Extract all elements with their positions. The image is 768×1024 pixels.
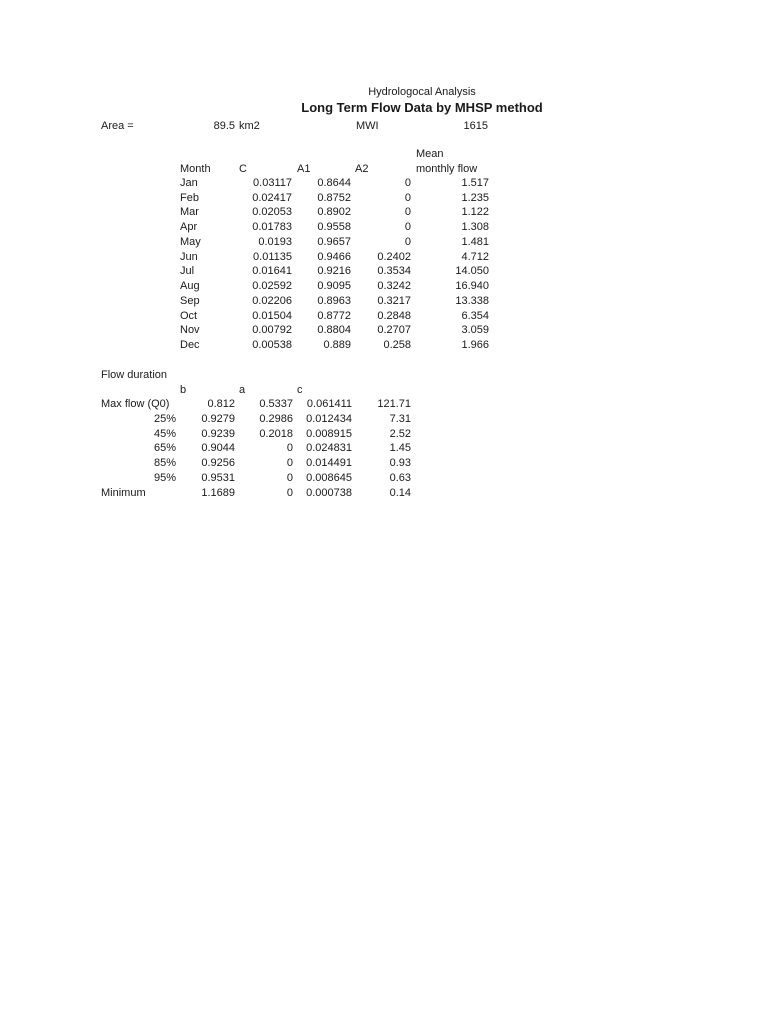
c-cell: 0.01135 [253,251,292,263]
a1-cell: 0.8902 [317,206,351,218]
c-cell: 0.014491 [306,457,352,469]
a1-cell: 0.9558 [317,221,351,233]
c-cell: 0.061411 [306,398,352,410]
a1-cell: 0.8963 [317,295,351,307]
table-row [0,235,768,250]
a1-cell: 0.8804 [317,324,351,336]
duration-label-cell: 45% [153,428,176,440]
table-row [0,486,768,501]
flow-cell: 13.338 [455,295,489,307]
c-cell: 0.008645 [306,472,352,484]
monthly-header-flow-line1: Mean [416,148,444,160]
c-cell: 0.02592 [252,280,292,292]
monthly-header-a1: A1 [297,163,311,175]
b-cell: 0.9044 [201,442,235,454]
c-cell: 0.00792 [252,324,292,336]
c-cell: 0.00538 [252,339,292,351]
q-cell: 0.63 [389,472,411,484]
month-cell: Nov [180,324,200,336]
a2-cell: 0.2707 [377,324,411,336]
table-row [0,471,768,486]
month-cell: Apr [180,221,198,233]
area-value: 89.5 [213,120,235,132]
flow-cell: 14.050 [455,265,489,277]
a-cell: 0 [286,487,293,499]
table-row [0,412,768,427]
month-cell: Dec [180,339,200,351]
flow-cell: 1.517 [461,177,489,189]
a-cell: 0.2986 [259,413,293,425]
flow-cell: 1.235 [461,192,489,204]
c-cell: 0.000738 [306,487,352,499]
a2-cell: 0 [404,236,411,248]
table-row [0,191,768,206]
month-cell: Oct [180,310,198,322]
b-cell: 0.9239 [201,428,235,440]
monthly-header-c: C [239,163,247,175]
table-row [0,323,768,338]
b-cell: 1.1689 [201,487,235,499]
month-cell: Mar [180,206,199,218]
c-cell: 0.01504 [252,310,292,322]
c-cell: 0.02053 [252,206,292,218]
duration-label-cell: 65% [153,442,176,454]
duration-label-cell: Max flow (Q0) [101,398,170,410]
flow-cell: 16.940 [455,280,489,292]
area-unit: km2 [239,120,260,132]
a1-cell: 0.9216 [317,265,351,277]
monthly-header-a2: A2 [355,163,369,175]
table-row [0,456,768,471]
c-cell: 0.01783 [252,221,292,233]
c-cell: 0.012434 [306,413,352,425]
area-label: Area = [101,120,134,132]
table-row [0,250,768,265]
a1-cell: 0.8752 [317,192,351,204]
a1-cell: 0.889 [323,339,351,351]
table-row [0,294,768,309]
a1-cell: 0.9095 [317,280,351,292]
duration-header-c: c [297,384,303,396]
table-row [0,205,768,220]
q-cell: 0.14 [389,487,411,499]
duration-header-a: a [239,384,246,396]
a-cell: 0.2018 [259,428,293,440]
c-cell: 0.03117 [253,177,292,189]
mwi-value: 1615 [463,120,488,132]
a2-cell: 0.3242 [377,280,411,292]
b-cell: 0.9256 [201,457,235,469]
table-row [0,397,768,412]
duration-label-cell: 95% [153,472,176,484]
a1-cell: 0.8644 [317,177,351,189]
a1-cell: 0.9657 [317,236,351,248]
month-cell: Jun [180,251,198,263]
a2-cell: 0.3534 [377,265,411,277]
q-cell: 1.45 [389,442,411,454]
mwi-label: MWI [356,120,379,132]
month-cell: Feb [180,192,199,204]
a1-cell: 0.8772 [317,310,351,322]
duration-label-cell: 25% [153,413,176,425]
c-cell: 0.02206 [252,295,292,307]
a-cell: 0 [286,457,293,469]
flow-cell: 1.122 [461,206,489,218]
b-cell: 0.9279 [201,413,235,425]
c-cell: 0.02417 [252,192,292,204]
a2-cell: 0.2848 [377,310,411,322]
table-row [0,338,768,353]
flow-cell: 3.059 [461,324,489,336]
table-row [0,279,768,294]
c-cell: 0.0193 [258,236,292,248]
a-cell: 0 [286,472,293,484]
month-cell: Jul [180,265,195,277]
flow-cell: 4.712 [461,251,489,263]
a2-cell: 0 [404,206,411,218]
c-cell: 0.01641 [252,265,292,277]
monthly-header-month: Month [180,163,211,175]
month-cell: May [180,236,201,248]
a2-cell: 0.3217 [377,295,411,307]
duration-header-b: b [180,384,187,396]
b-cell: 0.812 [207,398,235,410]
table-row [0,441,768,456]
q-cell: 7.31 [389,413,411,425]
q-cell: 2.52 [389,428,411,440]
month-cell: Aug [180,280,200,292]
a2-cell: 0.258 [383,339,411,351]
table-row [0,264,768,279]
monthly-header-flow-line2: monthly flow [416,163,478,175]
a-cell: 0.5337 [259,398,293,410]
flow-cell: 6.354 [461,310,489,322]
q-cell: 0.93 [389,457,411,469]
table-row [0,176,768,191]
c-cell: 0.008915 [306,428,352,440]
a2-cell: 0 [404,192,411,204]
table-row [0,220,768,235]
duration-label-cell: 85% [153,457,176,469]
flow-cell: 1.481 [461,236,489,248]
duration-label-cell: Minimum [101,487,146,499]
a2-cell: 0 [404,177,411,189]
page-subtitle: Hydrologocal Analysis [368,86,476,98]
flow-cell: 1.308 [461,221,489,233]
a-cell: 0 [286,442,293,454]
a1-cell: 0.9466 [317,251,351,263]
a2-cell: 0 [404,221,411,233]
duration-title: Flow duration [101,369,168,381]
month-cell: Jan [180,177,198,189]
page-title: Long Term Flow Data by MHSP method [301,100,543,115]
a2-cell: 0.2402 [377,251,411,263]
b-cell: 0.9531 [201,472,235,484]
table-row [0,427,768,442]
q-cell: 121.71 [377,398,411,410]
c-cell: 0.024831 [306,442,352,454]
flow-cell: 1.966 [461,339,489,351]
month-cell: Sep [180,295,200,307]
table-row [0,309,768,324]
